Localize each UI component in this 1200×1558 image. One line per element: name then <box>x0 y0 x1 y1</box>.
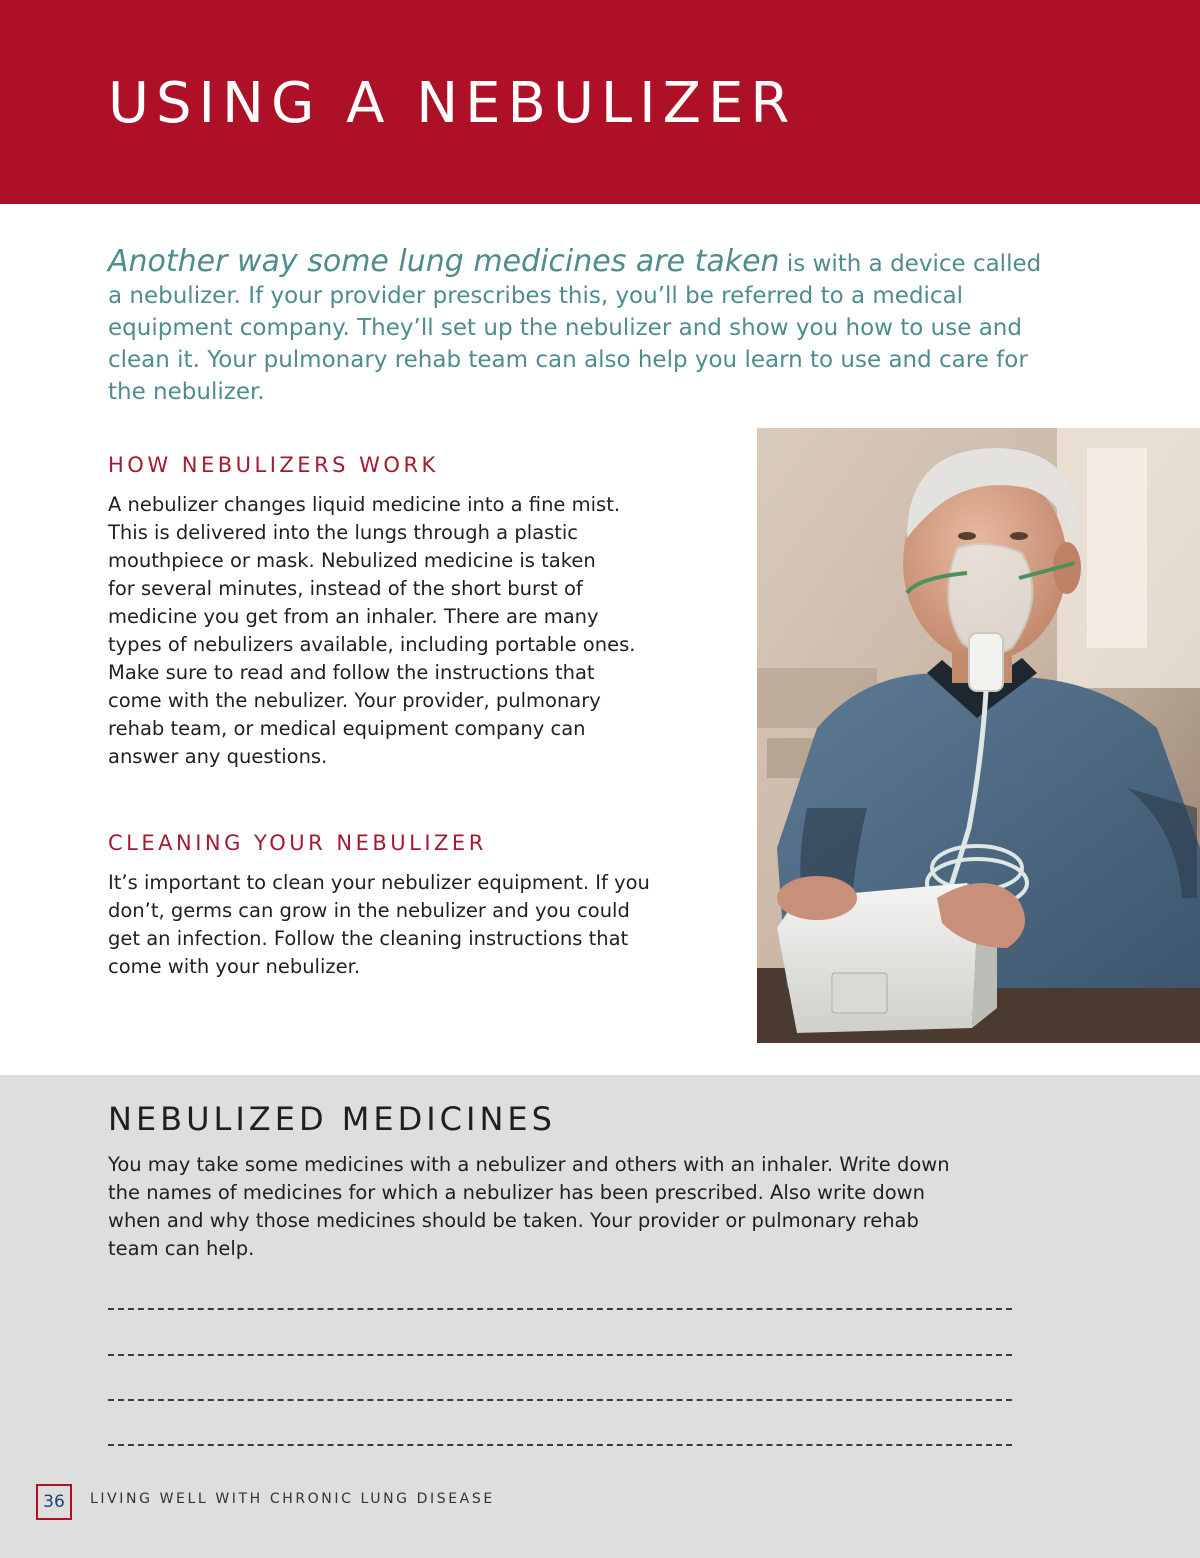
text-line: for several minutes, instead of the short burst of <box>108 577 583 600</box>
intro-rest: is with a device called a nebulizer. If your provider prescribes this, you’ll be referred to a medical equipment company. They’ll set up the nebulizer and show you how to use and clean it. Your pulmonary rehab team can also help you learn to use and care for the nebulizer. <box>108 251 1042 405</box>
cleaning-nebulizer-text <box>108 869 650 981</box>
how-nebulizers-work-heading: HOW NEBULIZERS WORK <box>108 453 439 477</box>
write-in-line[interactable] <box>108 1354 1012 1356</box>
text-line: medicine you get from an inhaler. There are many <box>108 605 599 628</box>
header-banner <box>0 0 1200 204</box>
nebulized-medicines-panel <box>0 1075 1200 1558</box>
write-in-line[interactable] <box>108 1308 1012 1310</box>
text-line: It’s important to clean your nebulizer equipment. If you <box>108 871 650 894</box>
text-line: This is delivered into the lungs through a plastic <box>108 521 579 544</box>
write-in-line[interactable] <box>108 1399 1012 1401</box>
how-nebulizers-work-text <box>108 491 635 771</box>
text-line: come with the nebulizer. Your provider, pulmonary <box>108 689 601 712</box>
text-line: rehab team, or medical equipment company can <box>108 717 586 740</box>
text-line: when and why those medicines should be taken. Your provider or pulmonary rehab <box>108 1209 919 1232</box>
text-line: answer any questions. <box>108 745 328 768</box>
cleaning-nebulizer-heading: CLEANING YOUR NEBULIZER <box>108 831 487 855</box>
text-line: You may take some medicines with a nebulizer and others with an inhaler. Write down <box>108 1153 950 1176</box>
text-line: team can help. <box>108 1237 255 1260</box>
page-number: 36 <box>36 1484 72 1520</box>
page-title: USING A NEBULIZER <box>108 71 797 136</box>
text-line: don’t, germs can grow in the nebulizer and you could <box>108 899 630 922</box>
man-using-nebulizer-photo <box>757 428 1200 1043</box>
text-line: Make sure to read and follow the instructions that <box>108 661 595 684</box>
nebulized-medicines-title: NEBULIZED MEDICINES <box>108 1100 556 1138</box>
nebulized-medicines-text <box>108 1151 1018 1263</box>
text-line: types of nebulizers available, including portable ones. <box>108 633 636 656</box>
write-in-line[interactable] <box>108 1444 1012 1446</box>
text-line: get an infection. Follow the cleaning instructions that <box>108 927 629 950</box>
text-line: A nebulizer changes liquid medicine into a fine mist. <box>108 493 621 516</box>
text-line: mouthpiece or mask. Nebulized medicine is taken <box>108 549 596 572</box>
intro-paragraph <box>108 246 1048 408</box>
text-line: come with your nebulizer. <box>108 955 361 978</box>
intro-lead: Another way some lung medicines are taken <box>108 244 780 279</box>
footer-title: LIVING WELL WITH CHRONIC LUNG DISEASE <box>90 1491 495 1507</box>
text-line: the names of medicines for which a nebulizer has been prescribed. Also write down <box>108 1181 925 1204</box>
